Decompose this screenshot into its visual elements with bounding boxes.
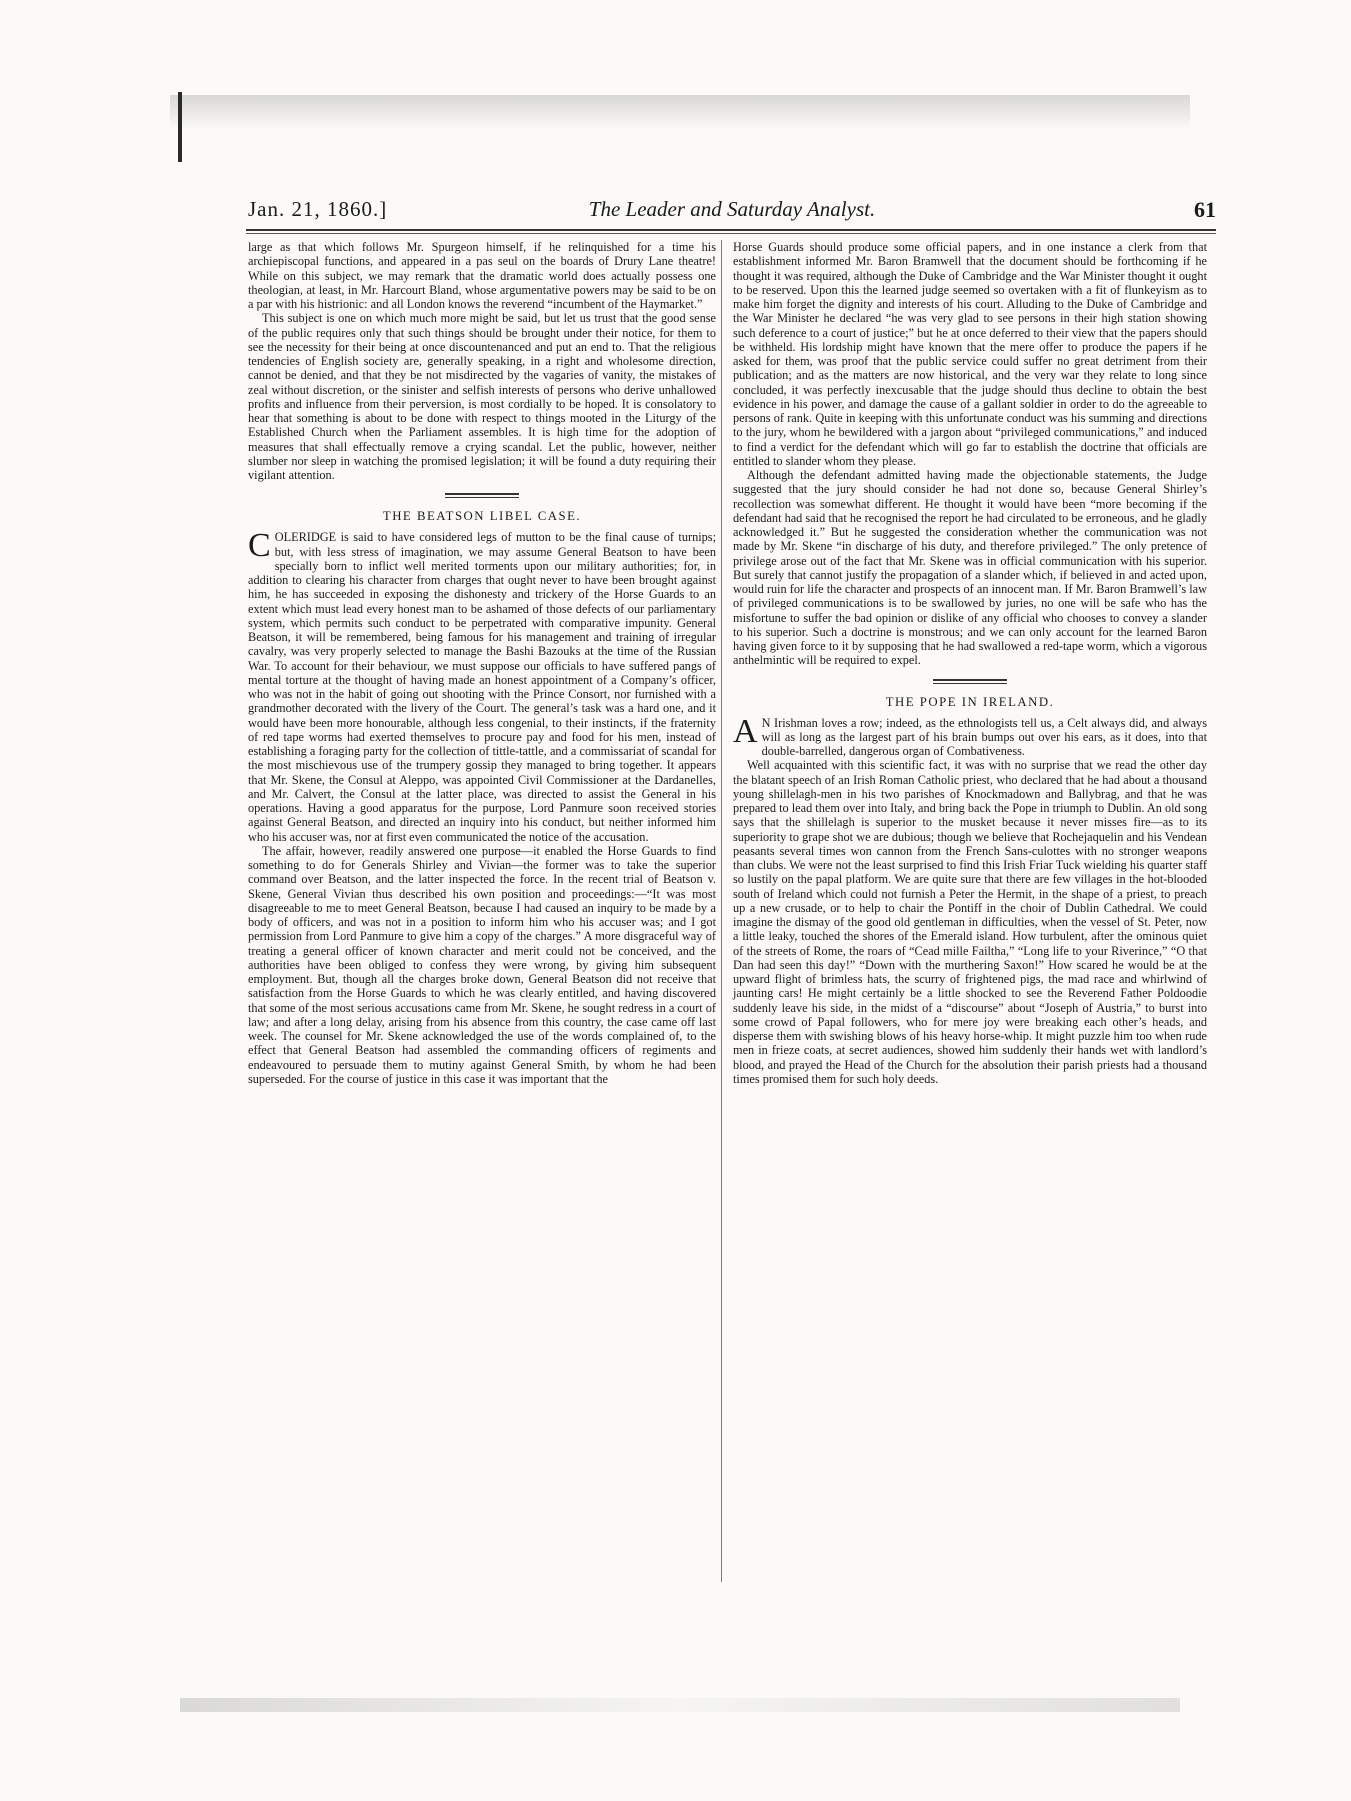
paragraph-text: OLERIDGE is said to have considered legs of mutton to be the final cause of turnips; but, with less stress of imagination, we may assume General Beatson to have been specially born to inflict well merited torments upon our military authorities; for, in addition to clearing his character from charges that ought never to have been brought against him, he has succeeded in exposing the dishonesty and trickery of the Horse Guards to an extent which must lead every honest man to be ashamed of those defects of our parliamentary system, which permits such conduct to be perpetrated with comparative impunity. General Beatson, it will be remembered, being famous for his management and training of irregular cavalry, was very properly selected to manage the Bashi Bazouks at the time of the Russian War. To account for their behaviour, we must suppose our officials to have suffered pangs of mental torture at the thought of having made an honest appointment of a Company’s officer, who was not in the habit of going out shooting with the Prince Consort, nor furnished with a grandmother decorated with the livery of the Court. The general’s task was a hard one, and it would have been more honourable, although less congenial, to their instincts, if the fraternity of red tape worms had exerted themselves to procure pay and food for his men, instead of establishing a foraging party for the collection of tittle-tattle, and a commissariat of scandal for the most mischievous use of the trumpery gossip they managed to bring together. It appears that Mr. Skene, the Consul at Aleppo, was appointed Civil Commissioner at the Dardanelles, and Mr. Calvert, the Consul at the latter place, was directed to assist the General in his operations. Having a good apparatus for the purpose, Lord Panmure soon received stories against General Beatson, and directed an inquiry into his conduct, but neither informed him who his accuser was, nor at first even communicated the notice of the accusation.	[248, 530, 716, 844]
right-column	[733, 240, 1207, 1086]
drop-cap: C	[248, 527, 271, 565]
paragraph	[248, 527, 716, 844]
paragraph: This subject is one on which much more might be said, but let us trust that the good sense of the public requires only that such things should be brought under their notice, for them to see the necessity for their being at once discountenanced and put an end to. That the religious tendencies of English society are, generally speaking, in a right and wholesome direction, cannot be denied, and that they be not misdirected by the vagaries of vanity, the mistakes of zeal without discretion, or the sinister and selfish interests of persons who derive unhallowed profits and influence from their perversion, is most cordially to be hoped. It is consolatory to hear that something is about to be done with respect to things mooted in the Liturgy of the Established Church when the Parliament assembles. It is high time for the adoption of measures that shall effectually remove a crying scandal. Let the public, however, neither slumber nor sleep in watching the promised legislation; it will be found a duty requiring their vigilant attention.	[248, 311, 716, 482]
scan-edge-left	[178, 92, 182, 162]
article-heading-pope: THE POPE IN IRELAND.	[885, 694, 1055, 709]
paragraph: large as that which follows Mr. Spurgeon himself, if he relinquished for a time his archiepiscopal functions, and appeared in a pas seul on the boards of Drury Lane theatre! While on this subject, we may remark that the dramatic world does actually possess one theologian, at least, in Mr. Harcourt Bland, whose argumentative powers may be said to be on a par with his histrionic: and all London knows the reverend “incumbent of the Haymarket.”	[248, 240, 716, 311]
page-header	[248, 197, 1216, 227]
drop-cap: A	[733, 712, 758, 750]
paragraph: Well acquainted with this scientific fact, it was with no surprise that we read the other day the blatant speech of an Irish Roman Catholic priest, who declared that he had about a thousand young shillelagh-men in his two parishes of Knockmadown and Ballybrag, and that he was prepared to lead them over into Italy, and bring back the Pope in triumph to Dublin. An old song says that the shillelagh is superior to the musket because it never misses fire—as to its superiority to grape shot we are dubious; though we believe that Rochejaquelin and his Vendean peasants several times won cannon from the French Sans-culottes with no stronger weapons than clubs. We were not the least surprised to find this Irish Friar Tuck wielding his quarter staff so lustily on the papal platform. We are quite sure that there are few villages in the hot-blooded south of Ireland which could not furnish a Peter the Hermit, in the shape of a priest, to preach up a new crusade, or to help to chair the Pontiff in the choir of Dublin Cathedral. We could imagine the dismay of the good old gentleman in difficulties, when the vessel of St. Peter, now a little leaky, touched the shores of the Emerald island. How turbulent, after the ominous quiet of the streets of Rome, the roars of “Cead mille Failtha,” “Long life to your Riverince,” “O that Dan had seen this day!” “Down with the murthering Saxon!” How scared he would be at the upward flight of brimless hats, the scurry of frightened pigs, the mad race and whirlwind of jaunting cars! He might certainly be a little shocked to see the Reverend Father Poldoodie suddenly leave his side, in the midst of a “discourse” about “Joseph of Austria,” to burst into some crowd of Papal followers, who for mere joy were breaking each other’s heads, and disperse them with swishing blows of his heavy horse-whip. It might puzzle him too when rude men in frieze coats, at secret audiences, showed him suddenly their hands wet with landlord’s blood, and prayed the Head of the Church for the absolution their parish priests had a thousand times promised them for such holy deeds.	[733, 758, 1207, 1086]
article-heading-beatson: THE BEATSON LIBEL CASE.	[382, 509, 582, 524]
paragraph-text: N Irishman loves a row; indeed, as the ethnologists tell us, a Celt always did, and always will as long as the largest part of his brain bumps out over his ears, as it does, into that double-barrelled, dangerous organ of Combativeness.	[761, 715, 1207, 758]
paragraph: Although the defendant admitted having made the objectionable statements, the Judge suggested that the jury should consider he had not done so, because General Shirley’s recollection was somewhat different. He thought it would have been “more becoming if the defendant had said that he recognised the report he had circulated to be erroneous, and he gladly acknowledged it.” But he suggested the consideration whether the communication was not made by Mr. Skene “in discharge of his duty, and therefore privileged.” The only pretence of privilege arose out of the fact that Mr. Skene was in official communication with his superior. But surely that cannot justify the propagation of a slander which, if believed in and acted upon, would ruin for life the character and prospects of an innocent man. If Mr. Baron Bramwell’s law of privileged communications is to be swallowed by juries, no one will be safe who has the misfortune to suffer the bad opinion or dislike of any official who chooses to convey a slander to his superior. Such a doctrine is monstrous; and we can only account for the learned Baron having given force to it by supposing that he had swallowed a red-tape worm, which a vigorous anthelmintic will be required to expel.	[733, 468, 1207, 668]
paragraph: The affair, however, readily answered one purpose—it enabled the Horse Guards to find something to do for Generals Shirley and Vivian—the former was to take the superior command over Beatson, and the latter inspected the force. In the recent trial of Beatson v. Skene, General Vivian thus described his own position and proceedings:—“It was most disagreeable to me to meet General Beatson, because I had caused an inquiry to be made by a body of officers, and was not in a position to inform him who his accuser was; and I got permission from Lord Panmure to give him a copy of the charges.” A more disgraceful way of treating a general officer of known character and merit could not be conceived, and the authorities have been obliged to confess they were wrong, by giving him subsequent employment. But, though all the charges broke down, General Beatson did not receive that satisfaction from the Horse Guards to which he was clearly entitled, and having discovered that some of the most serious accusations came from Mr. Skene, he sought redress in a court of law; and after a long delay, arising from his absence from this country, the case came off last week. The counsel for Mr. Skene acknowledged the use of the words complained of, to the effect that General Beatson had assembled the commanding officers of regiments and endeavoured to persuade them to mutiny against General Smith, by whom he had been superseded. For the course of justice in this case it was important that the	[248, 843, 716, 1086]
publication-title: The Leader and Saturday Analyst.	[588, 197, 876, 221]
page-number: 61	[1194, 197, 1216, 222]
scan-shadow-bottom	[180, 1698, 1180, 1712]
header-rule	[246, 229, 1216, 231]
section-separator	[933, 679, 1007, 684]
left-column	[248, 240, 716, 1086]
section-separator	[445, 493, 519, 498]
column-divider	[721, 240, 722, 1582]
scan-shadow-top	[170, 95, 1190, 129]
paragraph: Horse Guards should produce some official papers, and in one instance a clerk from that establishment informed Mr. Baron Bramwell that the document should be forthcoming if he thought it was required, although the Duke of Cambridge and the War Minister thought it ought to be reserved. Upon this the learned judge seemed so overtaken with a fit of flunkeyism as to make him forget the dignity and interests of his court. Alluding to the Duke of Cambridge and the War Minister he declared “he was very glad to see persons in their high station showing such deference to a court of justice;” but he at once deferred to their view that the papers should be withheld. His lordship might have known that the mere offer to produce the papers if he asked for them, was proof that the public service could suffer no great detriment from their publication; and as the matters are now historical, and the very war they relate to long since concluded, it was perfectly inexcusable that the judge should thus decline to obtain the best evidence in his power, and damage the cause of a gallant soldier in order to do the agreeable to persons of rank. Quite in keeping with this unfortunate conduct was his summing and directions to the jury, whom he bewildered with a jargon about “privileged communications,” and induced to find a verdict for the defendant which will go far to establish the doctrine that officials are entitled to slander whom they please.	[733, 240, 1207, 468]
paragraph	[733, 712, 1207, 759]
issue-date: Jan. 21, 1860.]	[248, 197, 388, 221]
header-rule-thin	[246, 233, 1216, 234]
